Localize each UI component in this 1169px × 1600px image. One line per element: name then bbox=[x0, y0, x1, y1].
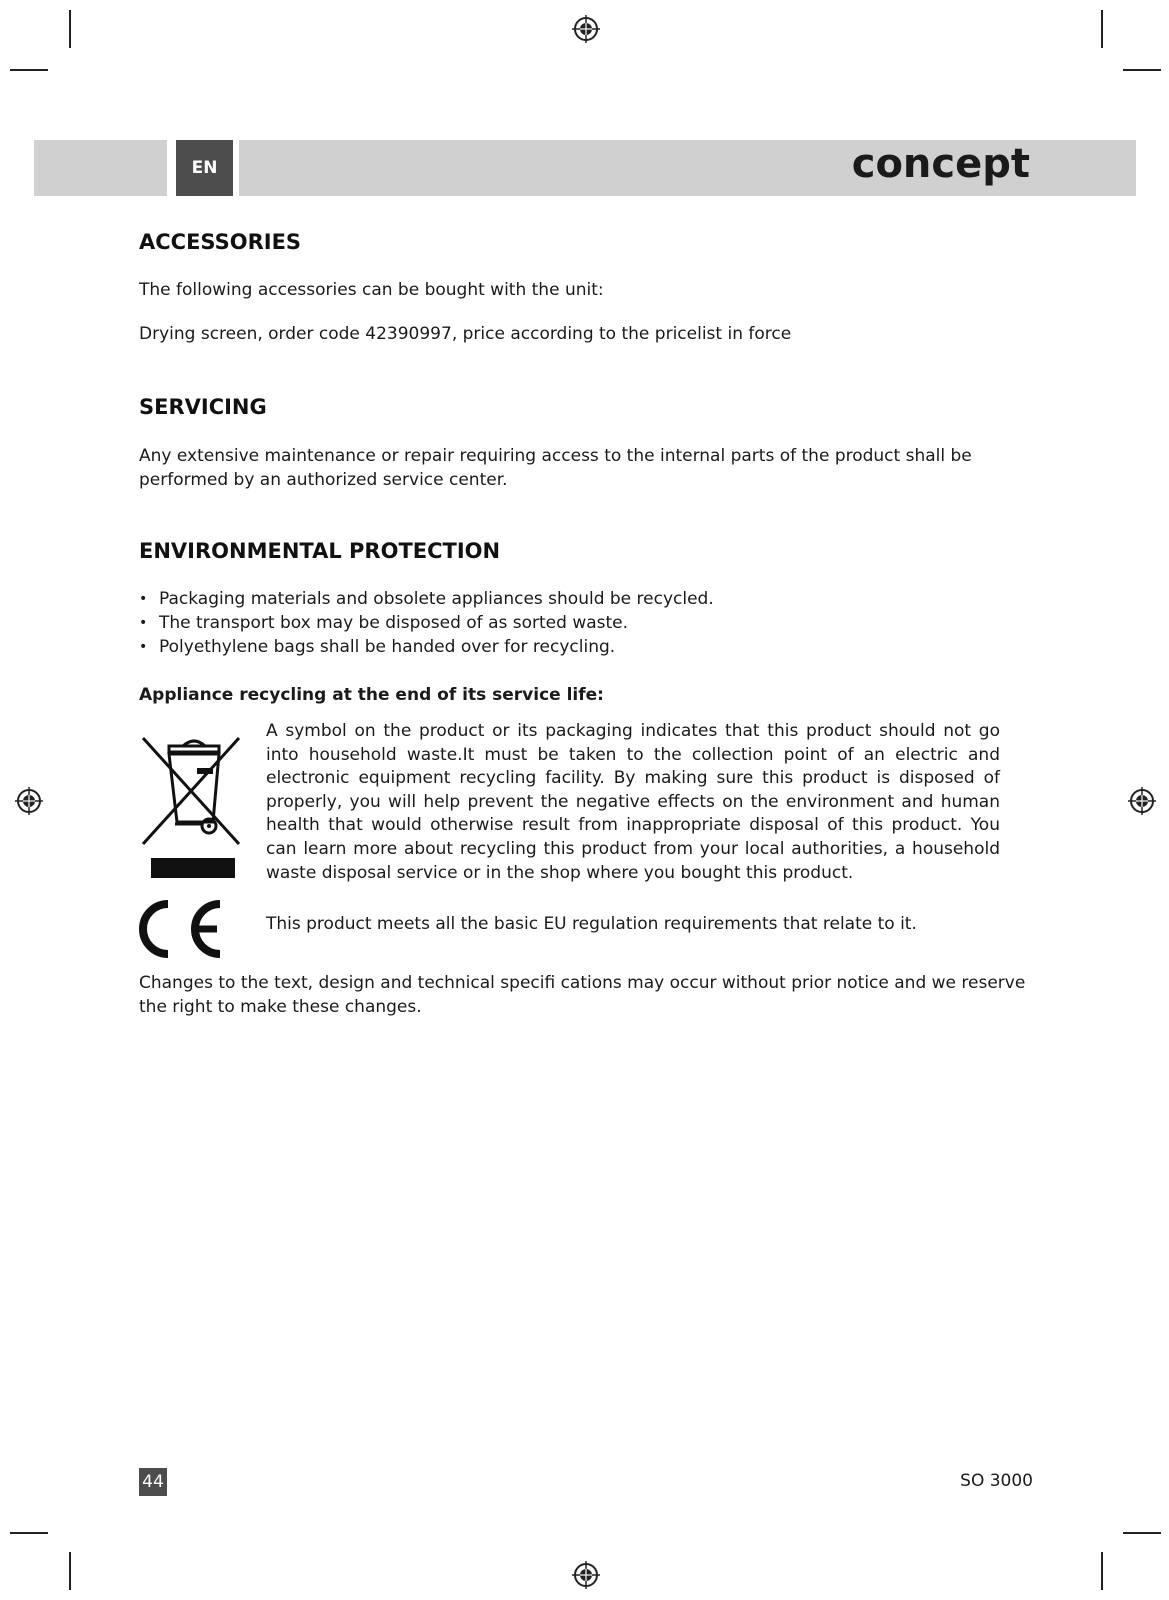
list-item: • The transport box may be disposed of as sorted waste. bbox=[139, 611, 1029, 635]
list-item: • Packaging materials and obsolete appliances should be recycled. bbox=[139, 587, 1029, 611]
page-number: 44 bbox=[139, 1468, 167, 1496]
header-divider bbox=[167, 140, 176, 196]
registration-mark-icon bbox=[14, 786, 44, 816]
crop-mark bbox=[1101, 1552, 1103, 1590]
crop-mark bbox=[10, 69, 48, 71]
accessories-intro: The following accessories can be bought with the unit: bbox=[139, 280, 604, 300]
environment-section bbox=[139, 539, 1029, 563]
registration-mark-icon bbox=[571, 1560, 601, 1590]
recycling-text: A symbol on the product or its packaging indicates that this product should not go into household waste.It must be taken to the collection point of an electric and electronic equipment recycling facility. By making sure this product is disposed of properly, you will help prevent the negative effects on the environment and human health that would otherwise result from inappropriate disposal of this product. You can learn more about recycling this product from your local authorities, a household waste disposal service or in the shop where you bought this product. bbox=[266, 721, 1000, 883]
crop-mark bbox=[69, 1552, 71, 1590]
ce-mark-icon bbox=[137, 898, 227, 960]
crop-mark bbox=[69, 10, 71, 48]
section-heading: ACCESSORIES bbox=[139, 230, 302, 254]
header-divider bbox=[233, 140, 239, 196]
servicing-text-block bbox=[139, 444, 1029, 492]
crossed-out-wheelie-bin-icon bbox=[139, 732, 243, 878]
list-item: • Polyethylene bags shall be handed over for recycling. bbox=[139, 635, 1029, 659]
recycling-heading: Appliance recycling at the end of its service life: bbox=[139, 685, 604, 705]
section-heading: SERVICING bbox=[139, 395, 267, 419]
servicing-text: Any extensive maintenance or repair requiring access to the internal parts of the product shall be performed by an authorized service center. bbox=[139, 446, 972, 490]
accessories-item: Drying screen, order code 42390997, price according to the pricelist in force bbox=[139, 324, 792, 344]
language-tab: EN bbox=[176, 140, 233, 196]
registration-mark-icon bbox=[571, 14, 601, 44]
ce-text: This product meets all the basic EU regulation requirements that relate to it. bbox=[266, 914, 917, 934]
brand-logo: concept bbox=[851, 141, 1030, 187]
model-number: SO 3000 bbox=[960, 1471, 1033, 1491]
servicing-section bbox=[139, 395, 1029, 419]
crop-mark bbox=[1101, 10, 1103, 48]
section-heading: ENVIRONMENTAL PROTECTION bbox=[139, 539, 501, 563]
crop-mark bbox=[1123, 69, 1161, 71]
accessories-section bbox=[139, 230, 1029, 254]
crop-mark bbox=[10, 1532, 48, 1534]
accessories-item-block bbox=[139, 322, 1029, 346]
crop-mark bbox=[1123, 1532, 1161, 1534]
accessories-intro-block bbox=[139, 278, 1029, 302]
recycling-heading-block bbox=[139, 683, 1029, 707]
changes-text: Changes to the text, design and technical specifi cations may occur without prior notice and we reserve the right to make these changes. bbox=[139, 973, 1026, 1017]
environment-bullets bbox=[139, 587, 1029, 659]
page-header bbox=[34, 140, 1136, 196]
registration-mark-icon bbox=[1127, 786, 1157, 816]
